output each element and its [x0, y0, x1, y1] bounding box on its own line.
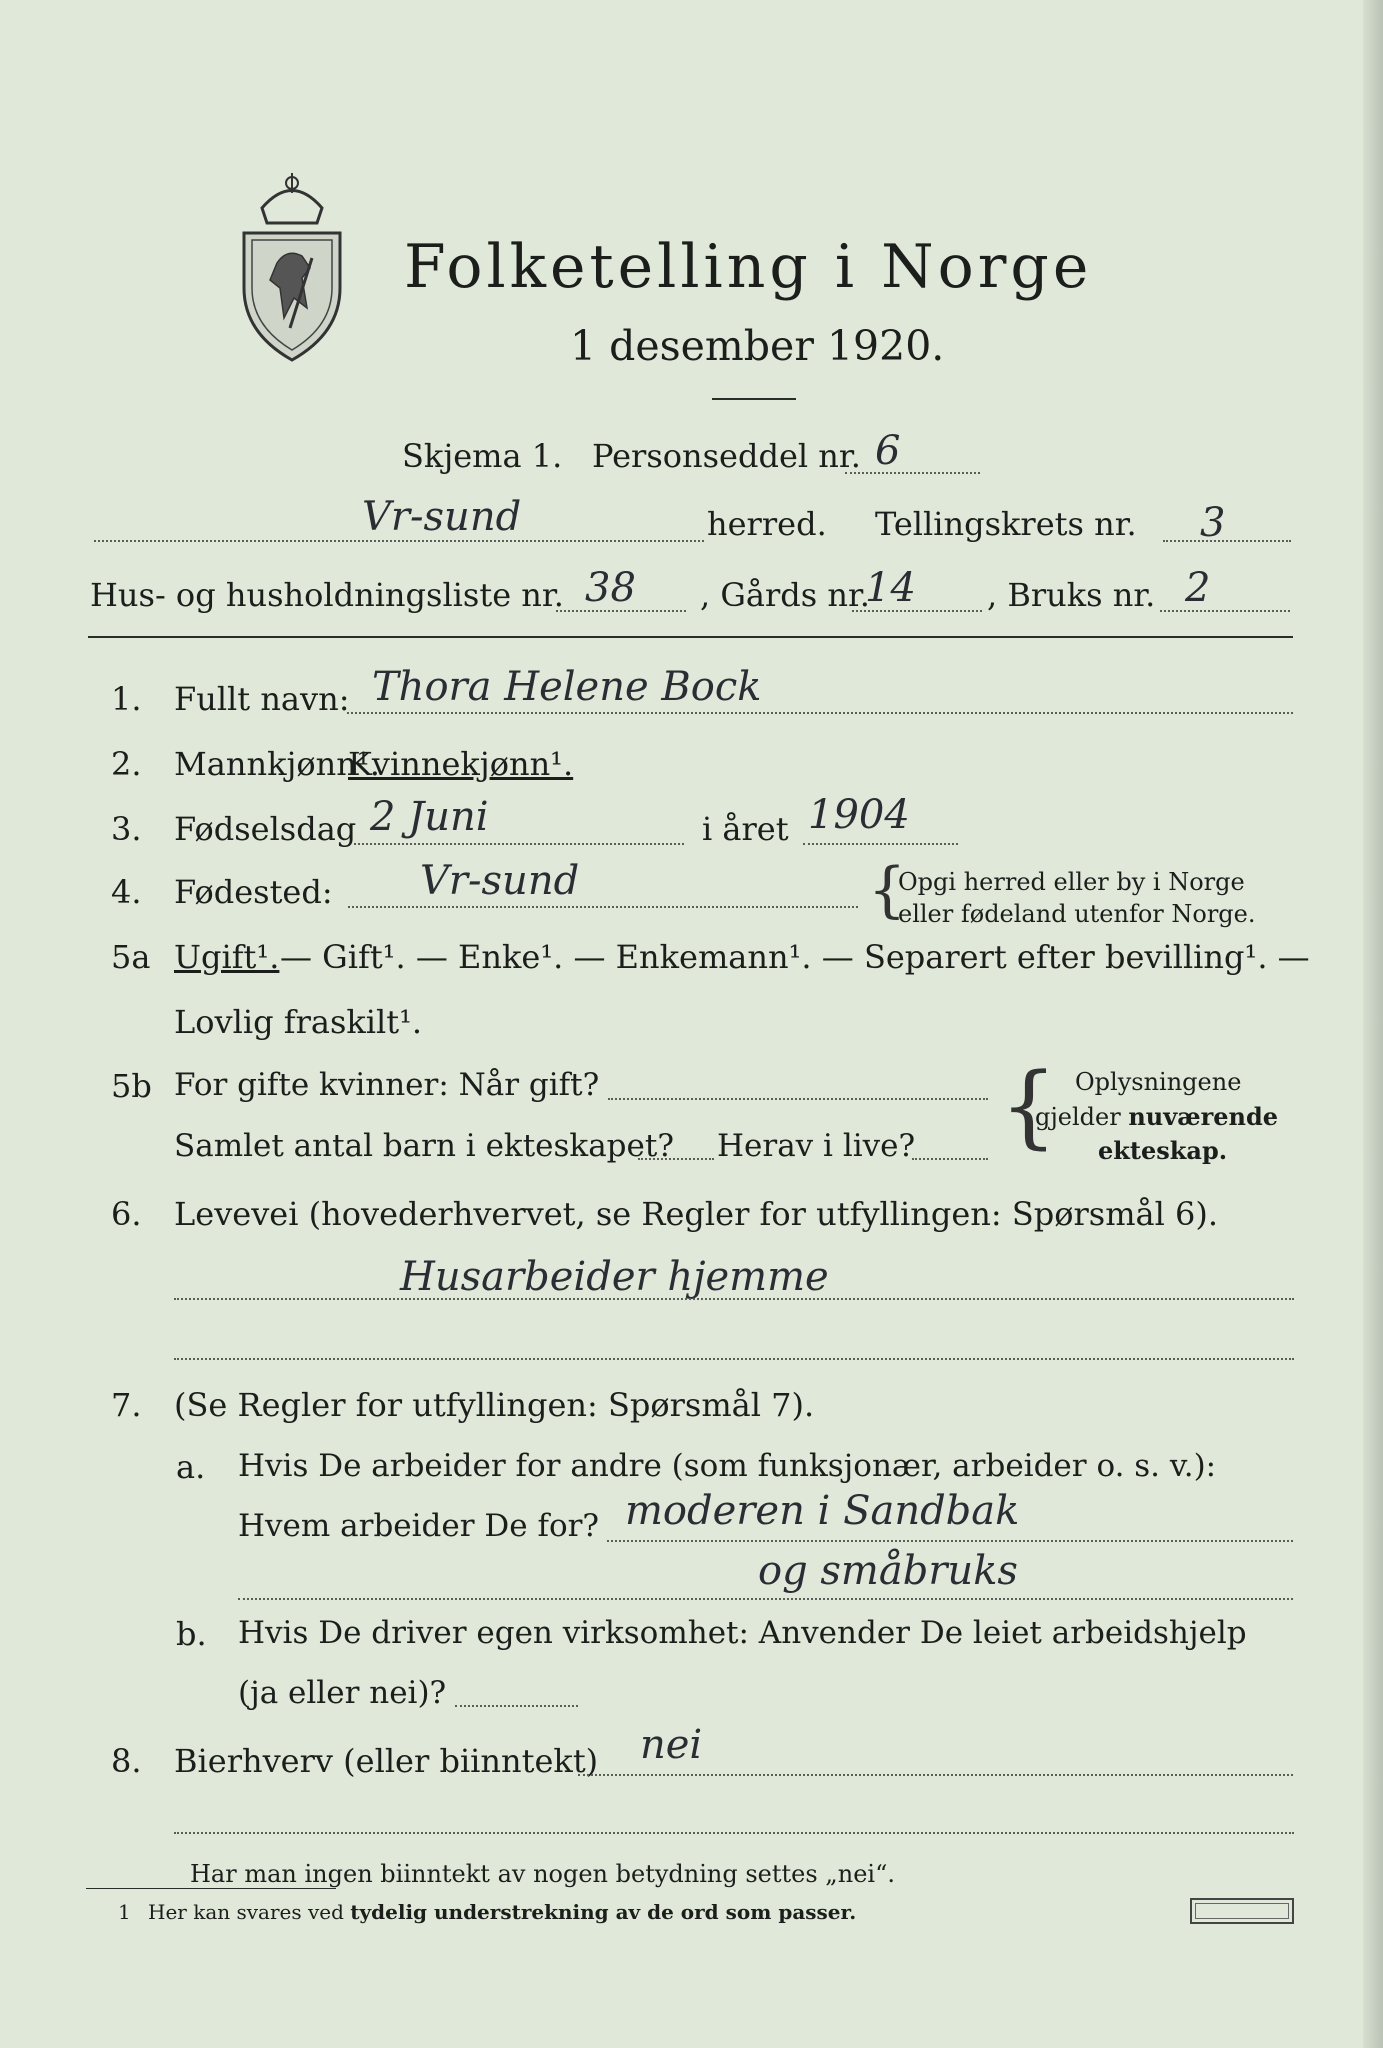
q7a-line2: Hvem arbeider De for? — [238, 1508, 600, 1544]
paper-edge — [1363, 0, 1383, 2048]
gards-value: 14 — [865, 565, 916, 611]
form-title: Folketelling i Norge — [404, 232, 1093, 302]
q4-note-line1: Opgi herred eller by i Norge — [898, 868, 1245, 896]
form-date: 1 desember 1920. — [570, 322, 945, 370]
q3-label: Fødselsdag — [174, 810, 357, 848]
footnote-text: Her kan svares ved tydelig understrekning av de ord som passer. — [148, 1900, 857, 1924]
hus-label: Hus- og husholdningsliste nr. — [90, 576, 564, 614]
q7a-letter: a. — [176, 1448, 206, 1486]
q5b-number: 5b — [111, 1067, 152, 1105]
q7a-line-1 — [607, 1540, 1293, 1542]
q7b-letter: b. — [176, 1615, 207, 1653]
q1-line — [347, 712, 1293, 714]
q7a-line-2 — [238, 1598, 1293, 1600]
header-rule — [88, 636, 1293, 638]
q5b-when-line — [608, 1098, 988, 1100]
q5a-line2: Lovlig fraskilt¹. — [174, 1003, 423, 1041]
q7a-line1: Hvis De arbeider for andre (som funksjonær, arbeider o. s. v.): — [238, 1448, 1217, 1484]
personseddel-line — [845, 472, 980, 474]
q4-line — [348, 906, 858, 908]
q5b-alive-line — [912, 1158, 988, 1160]
personseddel-value: 6 — [875, 428, 901, 474]
herred-label: herred. — [707, 505, 827, 543]
footnote-mark: 1 — [118, 1900, 131, 1924]
q1-label: Fullt navn: — [174, 680, 350, 718]
footnote-rule — [86, 1888, 336, 1889]
q5b-note3: ekteskap. — [1098, 1136, 1228, 1165]
hus-value: 38 — [585, 565, 636, 611]
q7b-line1: Hvis De driver egen virksomhet: Anvender De leiet arbeidshjelp — [238, 1615, 1247, 1651]
q8-line1 — [578, 1774, 1293, 1776]
printer-stamp — [1190, 1898, 1294, 1924]
q3-value: 2 Juni — [370, 794, 489, 840]
personseddel-label: Personseddel nr. — [592, 437, 861, 475]
q6-number: 6. — [111, 1195, 142, 1233]
footer-note: Har man ingen biinntekt av nogen betydning settes „nei“. — [190, 1860, 895, 1888]
tellingskrets-value: 3 — [1200, 500, 1226, 546]
q7-label: (Se Regler for utfyllingen: Spørsmål 7). — [174, 1386, 815, 1424]
q5a-number: 5a — [111, 938, 151, 976]
q6-line2 — [174, 1358, 1294, 1360]
q5b-children-line — [638, 1158, 714, 1160]
q4-brace: { — [868, 855, 907, 925]
tellingskrets-label: Tellingskrets nr. — [875, 505, 1137, 543]
q7-number: 7. — [111, 1386, 142, 1424]
q5b-line1: For gifte kvinner: Når gift? — [174, 1067, 600, 1103]
gards-label: , Gårds nr. — [700, 576, 870, 614]
q7a-value1: moderen i Sandbak — [625, 1488, 1020, 1534]
q8-label: Bierhverv (eller biinntekt) — [174, 1742, 599, 1780]
q1-value: Thora Helene Bock — [372, 664, 762, 710]
q7b-line2: (ja eller nei)? — [238, 1675, 447, 1711]
q3-date-line — [354, 843, 684, 845]
bruks-value: 2 — [1185, 565, 1211, 611]
skjema-label: Skjema 1. — [402, 437, 563, 475]
bruks-line — [1160, 610, 1290, 612]
q5a-ugift: Ugift¹. — [174, 938, 280, 976]
q5b-note1: Oplysningene — [1075, 1068, 1242, 1096]
q6-value: Husarbeider hjemme — [400, 1254, 829, 1300]
q3-year-value: 1904 — [808, 792, 910, 838]
q2-number: 2. — [111, 745, 142, 783]
q7b-answer-line — [455, 1705, 578, 1707]
title-divider — [712, 398, 796, 400]
q5b-note2: gjelder nuværende — [1035, 1102, 1279, 1131]
q4-number: 4. — [111, 873, 142, 911]
q3-year-label: i året — [702, 810, 789, 848]
q2-female: Kvinnekjønn¹. — [348, 745, 574, 783]
q8-number: 8. — [111, 1742, 142, 1780]
q5b-brace: { — [1000, 1054, 1058, 1159]
q5b-line2a: Samlet antal barn i ekteskapet? — [174, 1128, 674, 1164]
q8-value: nei — [640, 1722, 703, 1768]
q1-number: 1. — [111, 680, 142, 718]
q5b-line2b: Herav i live? — [717, 1128, 916, 1164]
q8-line2 — [174, 1832, 1294, 1834]
q4-value: Vr-sund — [420, 858, 580, 904]
norwegian-coat-of-arms-icon — [232, 168, 352, 368]
tellingskrets-line — [1163, 540, 1291, 542]
q5a-options: — Gift¹. — Enke¹. — Enkemann¹. — Separert efter bevilling¹. — — [280, 938, 1310, 976]
herred-value: Vr-sund — [362, 494, 522, 540]
q2-male: Mannkjønn¹. — [174, 745, 380, 783]
q6-line1 — [174, 1298, 1294, 1300]
q4-label: Fødested: — [174, 873, 333, 911]
q6-label: Levevei (hovederhvervet, se Regler for utfyllingen: Spørsmål 6). — [174, 1195, 1219, 1233]
herred-line — [94, 540, 704, 542]
q4-note-line2: eller fødeland utenfor Norge. — [898, 900, 1256, 928]
q3-number: 3. — [111, 810, 142, 848]
q3-year-line — [803, 843, 958, 845]
bruks-label: , Bruks nr. — [987, 576, 1156, 614]
q7a-value2: og småbruks — [758, 1548, 1018, 1594]
